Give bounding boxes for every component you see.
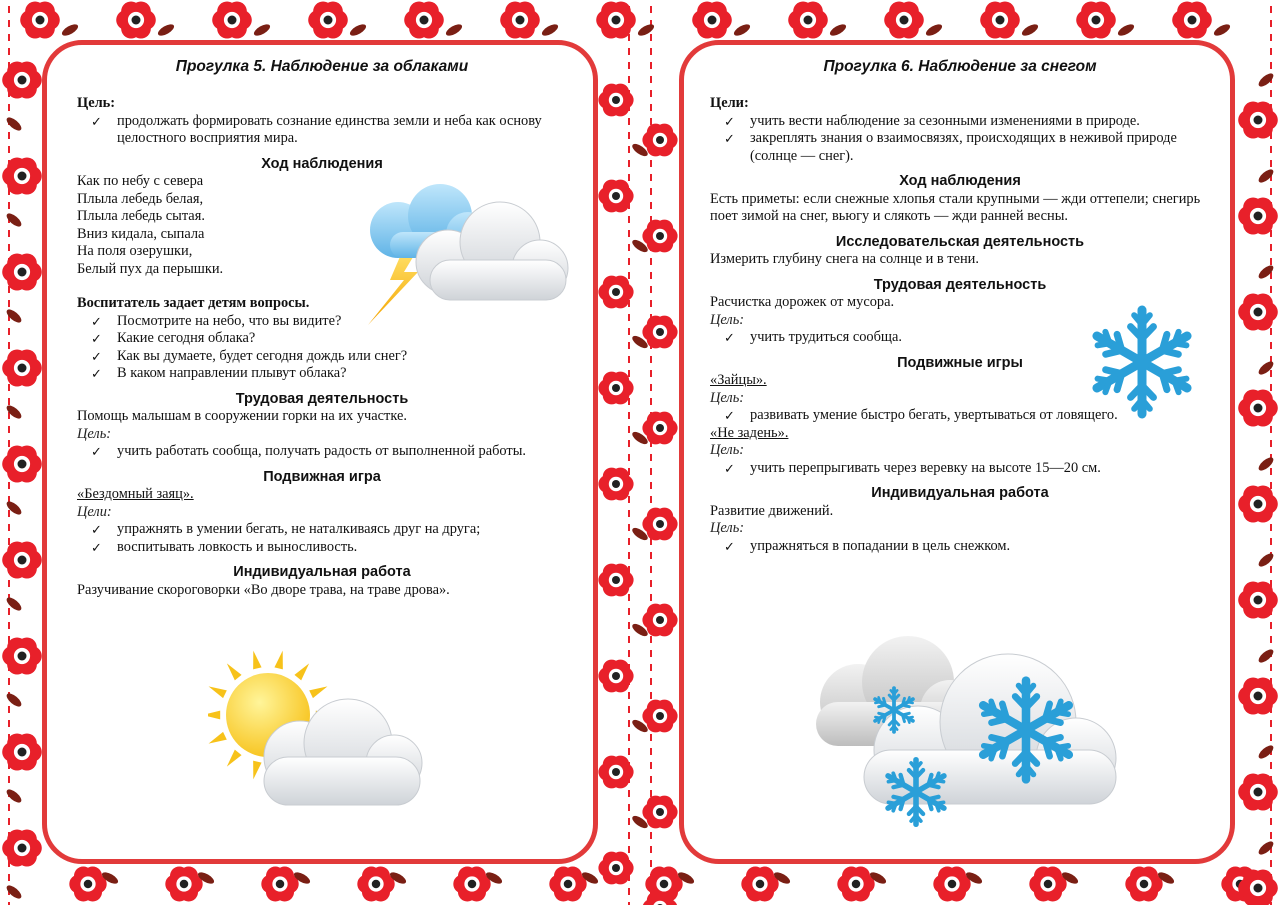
- flower-ornament: [1238, 294, 1278, 331]
- observation-heading: Ход наблюдения: [899, 173, 1021, 189]
- flower-ornament: [1076, 2, 1116, 39]
- leaf-ornament: [348, 22, 368, 38]
- poem-line: Вниз кидала, сыпала: [77, 225, 205, 242]
- observation-heading: Ход наблюдения: [261, 155, 383, 172]
- questions-label: Воспитатель задает детям вопросы.: [77, 295, 310, 311]
- sun-ray: [253, 651, 261, 670]
- game-goal-list: [77, 521, 567, 556]
- question-item: ✓ Какие сегодня облака?: [91, 330, 256, 346]
- leaf-ornament: [444, 22, 464, 38]
- flower-ornament: [642, 700, 677, 733]
- check-icon: ✓: [724, 460, 735, 476]
- question-item: ✓ В каком направлении плывут облака?: [91, 365, 347, 381]
- snow-cloud-icon: [808, 630, 1120, 840]
- leaf-ornament: [1257, 71, 1276, 89]
- goals-label: Цели:: [710, 95, 749, 111]
- flower-ornament: [642, 508, 677, 541]
- leaf-ornament: [1020, 22, 1040, 38]
- labor-goal-list: [77, 443, 567, 461]
- leaf-ornament: [924, 22, 944, 38]
- leaf-ornament: [1257, 359, 1276, 377]
- flower-ornament: [549, 867, 586, 902]
- leaf-ornament: [1257, 551, 1276, 569]
- check-icon: ✓: [91, 444, 102, 459]
- labor-heading: Трудовая деятельность: [235, 390, 409, 407]
- flower-ornament: [212, 2, 252, 39]
- goals-list: [710, 113, 1210, 166]
- flower-ornament: [404, 2, 444, 39]
- sun-ray: [227, 663, 242, 680]
- goal-item: ✓ продолжать формировать сознание единства земли и неба как основу целостного восприятия мира.: [91, 112, 542, 146]
- flower-ornament: [165, 867, 202, 902]
- leaf-ornament: [1257, 167, 1276, 185]
- flower-ornament: [1125, 867, 1162, 902]
- game2-goal-item: ✓ учить перепрыгивать через веревку на высоте 15—20 см.: [724, 459, 1101, 476]
- cloud-lightning-icon: [360, 180, 575, 330]
- flower-ornament: [980, 2, 1020, 39]
- sun-ray: [208, 711, 220, 720]
- sun-ray: [294, 663, 309, 680]
- flower-ornament: [1029, 867, 1066, 902]
- leaf-ornament: [5, 883, 24, 901]
- walk-6-title: Прогулка 6. Наблюдение за снегом: [823, 58, 1097, 75]
- labor-goal-label: Цель:: [710, 311, 745, 328]
- flower-ornament: [642, 220, 677, 253]
- flower-ornament: [642, 412, 677, 445]
- leaf-ornament: [1257, 839, 1276, 857]
- labor-goal-item: ✓ учить трудиться сообща.: [724, 329, 902, 345]
- game1-name: «Зайцы».: [710, 372, 767, 388]
- leaf-ornament: [1212, 22, 1232, 38]
- poem-line: Плыла лебедь белая,: [77, 190, 204, 207]
- leaf-ornament: [540, 22, 560, 38]
- check-icon: ✓: [91, 366, 102, 381]
- check-icon: ✓: [91, 522, 102, 537]
- labor-heading: Трудовая деятельность: [873, 276, 1047, 293]
- flower-ornament: [788, 2, 828, 39]
- poem-line: Как по небу с севера: [77, 173, 204, 189]
- leaf-ornament: [636, 22, 656, 38]
- leaf-ornament: [5, 403, 24, 421]
- snowflake-icon: [1086, 300, 1198, 424]
- leaf-ornament: [5, 691, 24, 709]
- flower-ornament: [2, 446, 42, 483]
- leaf-ornament: [732, 22, 752, 38]
- individual-text: Разучивание скороговорки «Во дворе трава, на траве дрова».: [77, 581, 450, 598]
- goal-label: Цель:: [77, 95, 116, 111]
- game-goal-label: Цели:: [77, 503, 112, 520]
- leaf-ornament: [1257, 455, 1276, 473]
- check-icon: ✓: [724, 330, 735, 345]
- flower-ornament: [933, 867, 970, 902]
- leaf-ornament: [5, 307, 24, 325]
- check-icon: ✓: [724, 408, 735, 423]
- labor-goal-item: ✓ учить работать сообща, получать радость от выполненной работы.: [91, 443, 526, 459]
- individual-heading: Индивидуальная работа: [233, 564, 411, 580]
- goal-item: ✓ закреплять знания о взаимосвязях, происходящих в неживой природе (солнце — снег).: [724, 130, 1177, 164]
- flower-ornament: [500, 2, 540, 39]
- game-heading: Подвижная игра: [263, 468, 381, 485]
- flower-ornament: [642, 796, 677, 829]
- flower-ornament: [20, 2, 60, 39]
- leaf-ornament: [252, 22, 272, 38]
- poem-line: Плыла лебедь сытая.: [77, 208, 205, 224]
- flower-ornament: [453, 867, 490, 902]
- goal-list: [77, 113, 567, 148]
- flower-ornament: [261, 867, 298, 902]
- sun-ray: [309, 686, 327, 698]
- flower-ornament: [2, 350, 42, 387]
- observation-text: Есть приметы: если снежные хлопья стали крупными — жди оттепели; снегирь поет зимой на снег, вьюгу и слякоть — жди ранней весны.: [710, 190, 1201, 224]
- labor-goal-label: Цель:: [77, 425, 112, 442]
- check-icon: ✓: [724, 113, 735, 129]
- leaf-ornament: [5, 115, 24, 133]
- game2-goal-label: Цель:: [710, 442, 745, 458]
- flower-ornament: [598, 756, 633, 789]
- flower-ornament: [642, 316, 677, 349]
- games-heading: Подвижные игры: [897, 354, 1023, 371]
- individual-goal-list: [710, 538, 1210, 556]
- sun-ray: [274, 651, 282, 670]
- research-heading: Исследовательская деятельность: [835, 233, 1085, 250]
- labor-text: Помощь малышам в сооружении горки на их участке.: [77, 408, 407, 424]
- sun-ray: [209, 732, 227, 744]
- check-icon: ✓: [91, 539, 102, 555]
- labor-text: Расчистка дорожек от мусора.: [710, 294, 895, 310]
- research-text: Измерить глубину снега на солнце и в тени.: [710, 251, 979, 267]
- leaf-ornament: [5, 211, 24, 229]
- leaf-ornament: [1257, 647, 1276, 665]
- individual-text: Развитие движений.: [710, 502, 834, 519]
- flower-ornament: [741, 867, 778, 902]
- poem-line: Белый пух да перышки.: [77, 260, 224, 277]
- leaf-ornament: [1257, 263, 1276, 281]
- flower-ornament: [692, 2, 732, 39]
- flower-ornament: [308, 2, 348, 39]
- game1-goal-item: ✓ развивать умение быстро бегать, увертываться от ловящего.: [724, 407, 1118, 423]
- game1-goal-label: Цель:: [710, 389, 745, 406]
- individual-heading: Индивидуальная работа: [871, 485, 1049, 501]
- flower-ornament: [598, 84, 633, 117]
- flower-ornament: [69, 867, 106, 902]
- flower-ornament: [116, 2, 156, 39]
- leaf-ornament: [60, 22, 80, 38]
- leaf-ornament: [828, 22, 848, 38]
- game-goal-item: ✓ упражнять в умении бегать, не наталкиваясь друг на друга;: [91, 521, 481, 537]
- flower-ornament: [642, 124, 677, 157]
- question-item: ✓ Как вы думаете, будет сегодня дождь или снег?: [91, 347, 408, 364]
- game2-name: «Не задень».: [710, 424, 789, 441]
- game-name: «Бездомный заяц».: [77, 486, 194, 502]
- sun-ray: [253, 761, 261, 780]
- sun-ray: [209, 686, 227, 698]
- check-icon: ✓: [724, 131, 735, 146]
- flower-ornament: [642, 604, 677, 637]
- leaf-ornament: [5, 499, 24, 517]
- game-goal-item: ✓ воспитывать ловкость и выносливость.: [91, 538, 358, 555]
- poem-line: На поля озерушки,: [77, 243, 193, 259]
- flower-ornament: [837, 867, 874, 902]
- check-icon: ✓: [724, 538, 735, 554]
- flower-ornament: [1172, 2, 1212, 39]
- individual-goal-item: ✓ упражняться в попадании в цель снежком.: [724, 537, 1011, 554]
- flower-ornament: [884, 2, 924, 39]
- leaf-ornament: [156, 22, 176, 38]
- leaf-ornament: [1116, 22, 1136, 38]
- check-icon: ✓: [91, 348, 102, 364]
- leaf-ornament: [1257, 743, 1276, 761]
- walk-5-title: Прогулка 5. Наблюдение за облаками: [175, 58, 469, 75]
- check-icon: ✓: [91, 331, 102, 346]
- question-item: ✓ Посмотрите на небо, что вы видите?: [91, 312, 342, 329]
- check-icon: ✓: [91, 113, 102, 129]
- sun-ray: [227, 750, 242, 767]
- flower-ornament: [1238, 390, 1278, 427]
- check-icon: ✓: [91, 313, 102, 329]
- goal-item: ✓ учить вести наблюдение за сезонными изменениями в природе.: [724, 112, 1140, 129]
- leaf-ornament: [5, 787, 24, 805]
- individual-goal-label: Цель:: [710, 520, 745, 536]
- flower-ornament: [357, 867, 394, 902]
- leaf-ornament: [5, 595, 24, 613]
- game2-goal-list: [710, 460, 1210, 478]
- sun-cloud-icon: [208, 645, 428, 815]
